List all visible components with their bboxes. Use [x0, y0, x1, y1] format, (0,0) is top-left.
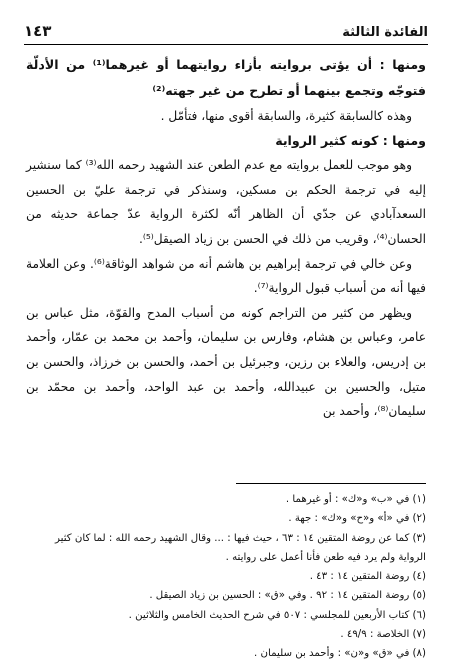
paragraph-4: وهو موجب للعمل بروايته مع عدم الطعن عند الشهيد رحمه الله⁽³⁾ كما سنشير إليه في ترجمة الحكم بن مسكين، وسنذكر في ترجمة عليّ بن الحسين السعدآبادي عن جدّي أن الظاهر أنّه لكثرة الرواية عدّ جماعة حديثه من الحسان⁽⁴⁾، وقريب من ذلك في الحسن بن زياد الصيقل⁽⁵⁾. [26, 158, 426, 246]
main-text [26, 52, 426, 424]
footnote-7: (٧) الخلاصة : ٤٩/٩ . [340, 629, 426, 641]
running-header [24, 18, 428, 40]
paragraph-6: ويظهر من كثير من التراجم كونه من أسباب المدح والقوّة، مثل عباس بن عامر، وعباس بن هشام، وفارس بن سليمان، وأحمد بن محمد بن عمّار، وأحمد بن إدريس، والعلاء بن رزين، وجبرئيل بن أحمد، والحسن بن خرزاذ، والحسن بن متيل، والحسين بن عبيدالله، وأحمد بن عبد الواحد، وأحمد بن محمّد بن سليمان⁽⁸⁾، وأحمد بن [26, 305, 426, 419]
footnote-2: (٢) في «أ» و«ح» و«ك» : جهة . [288, 513, 426, 525]
footnote-1: (١) في «ب» و«ك» : أو غيرهما . [285, 494, 426, 505]
footnotes [26, 490, 426, 664]
footnote-8: (٨) في «ق» و«ن» : وأحمد بن سليمان . [254, 648, 426, 660]
paragraph-heading-1: ومنها : أن يؤتى بروايته بأزاء روايتهما أو غيرهما⁽¹⁾ من الأدلّة فتوجّه وتجمع بينهما أو تطرح من غير جهته⁽²⁾ [26, 57, 426, 98]
footnote-separator [236, 483, 426, 484]
chapter-title: الفائدة الثالثة [342, 25, 428, 40]
paragraph-5: وعن خالي في ترجمة إبراهيم بن هاشم أنه من شواهد الوثاقة⁽⁶⁾. وعن العلامة فيها أنه من أسباب قبول الرواية⁽⁷⁾. [26, 256, 426, 296]
page-number: ١٤٣ [24, 22, 52, 40]
footnote-4: (٤) روضة المتقين ١٤ : ٤٣ . [309, 571, 426, 583]
paragraph-heading-2: ومنها : كونه كثير الرواية [275, 132, 426, 148]
footnote-5: (٥) روضة المتقين ١٤ : ٩٢ . وفي «ق» : الحسين بن زياد الصيقل . [149, 590, 426, 602]
footnote-3: (٣) كما عن روضة المتقين ١٤ : ٦٣ ، حيث فيها : ... وقال الشهيد رحمه الله : لما كان كثير الرواية ولم يرد فيه طعن فأنا أعمل على روايته . [55, 532, 426, 563]
paragraph-2: وهذه كالسابقة كثيرة، والسابقة أقوى منها، فتأمّل . [160, 109, 412, 123]
header-rule [24, 44, 428, 45]
footnote-6: (٦) كتاب الأربعين للمجلسي : ٥٠٧ في شرح الحديث الخامس والثلاثين . [128, 609, 426, 621]
